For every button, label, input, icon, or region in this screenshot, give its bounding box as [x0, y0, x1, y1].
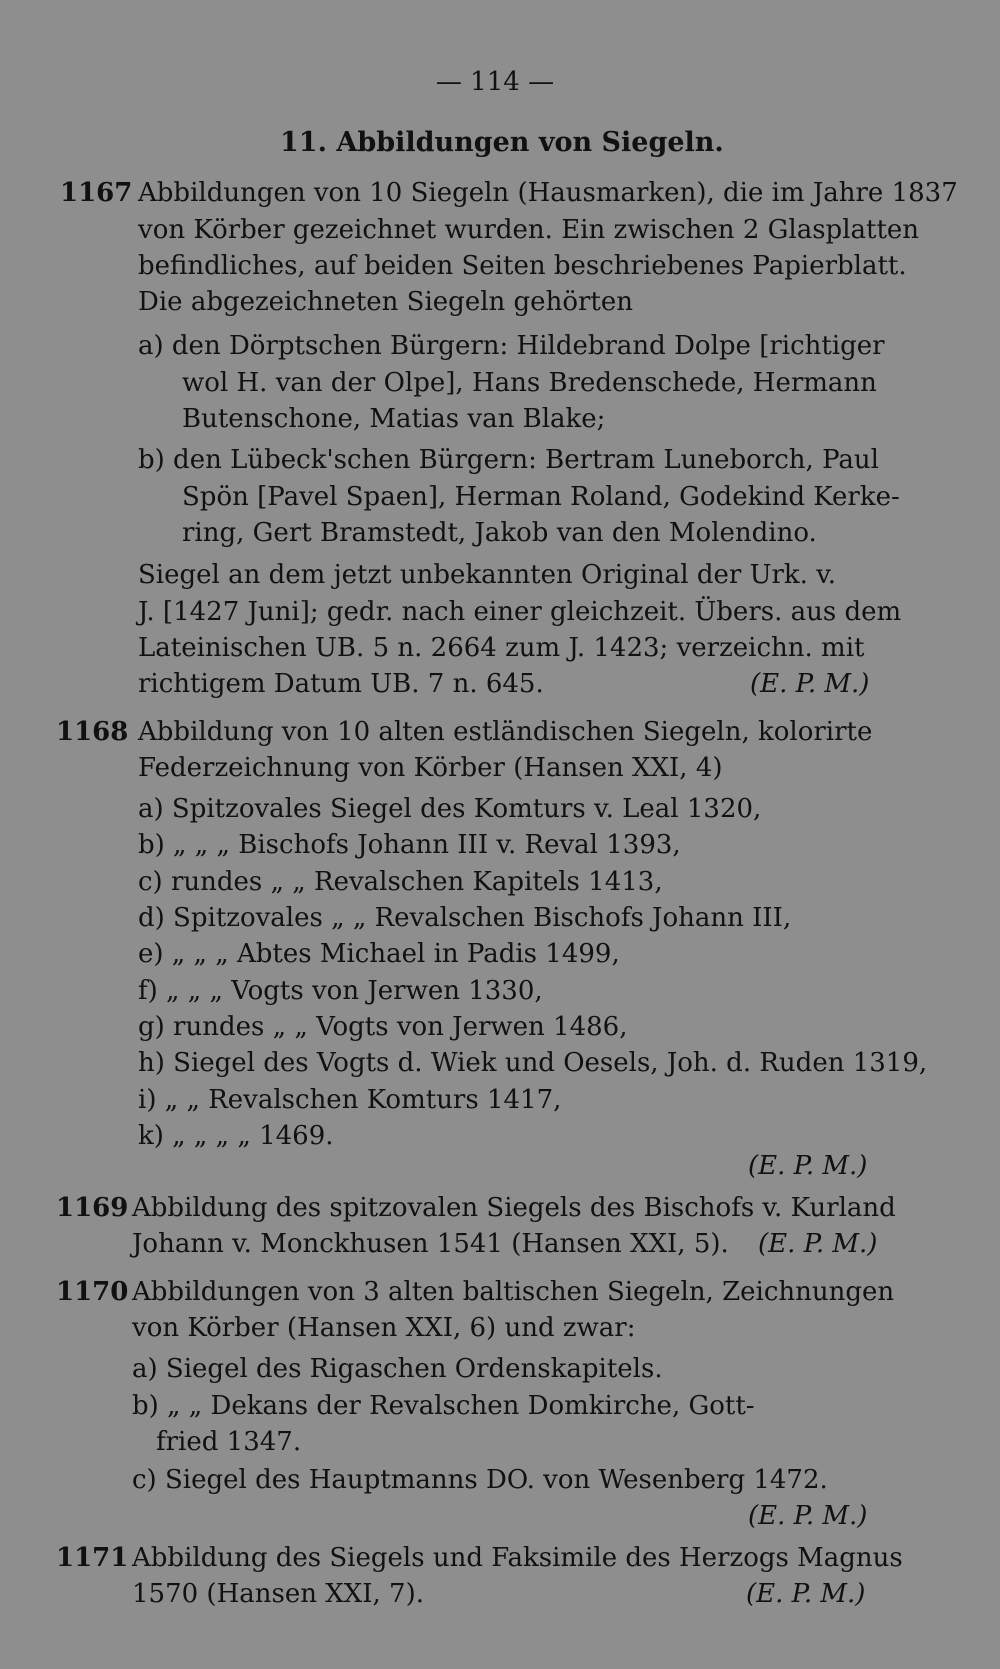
entry-line: von Körber gezeichnet wurden. Ein zwischen 2 Glasplatten [138, 215, 920, 245]
entry-line: ring, Gert Bramstedt, Jakob van den Molendino. [182, 518, 817, 548]
entry-line: i) „ „ Revalschen Komturs 1417, [138, 1085, 562, 1115]
entry-credit: (E. P. M.) [758, 1229, 878, 1259]
entry-line: c) rundes „ „ Revalschen Kapitels 1413, [138, 867, 663, 897]
entry-number: 1168 [56, 717, 129, 747]
entry-line: von Körber (Hansen XXI, 6) und zwar: [132, 1313, 636, 1343]
entry-line: b) den Lübeck'schen Bürgern: Bertram Luneborch, Paul [138, 445, 879, 475]
entry-line: b) „ „ Dekans der Revalschen Domkirche, Gott- [132, 1391, 755, 1421]
entry-line: J. [1427 Juni]; gedr. nach einer gleichzeit. Übers. aus dem [138, 597, 902, 627]
entry-line: Abbildung des Siegels und Faksimile des Herzogs Magnus [132, 1543, 903, 1573]
entry-line: wol H. van der Olpe], Hans Bredenschede, Hermann [182, 368, 877, 398]
entry-line: a) den Dörptschen Bürgern: Hildebrand Dolpe [richtiger [138, 331, 885, 361]
entry-line: k) „ „ „ „ 1469. [138, 1121, 334, 1151]
entry-number: 1169 [56, 1193, 129, 1223]
section-heading: 11. Abbildungen von Siegeln. [280, 127, 724, 158]
entry-number: 1170 [56, 1277, 129, 1307]
entry-line: e) „ „ „ Abtes Michael in Padis 1499, [138, 939, 620, 969]
entry-line: Lateinischen UB. 5 n. 2664 zum J. 1423; verzeichn. mit [138, 633, 865, 663]
entry-credit: (E. P. M.) [746, 1579, 866, 1609]
entry-line: Federzeichnung von Körber (Hansen XXI, 4) [138, 753, 723, 783]
entry-credit: (E. P. M.) [748, 1501, 868, 1531]
entry-line: d) Spitzovales „ „ Revalschen Bischofs Johann III, [138, 903, 792, 933]
entry-number: 1171 [56, 1543, 129, 1573]
entry-number: 1167 [60, 178, 133, 208]
entry-line: a) Spitzovales Siegel des Komturs v. Leal 1320, [138, 794, 762, 824]
entry-line: h) Siegel des Vogts d. Wiek und Oesels, Joh. d. Ruden 1319, [138, 1048, 928, 1078]
entry-line: 1570 (Hansen XXI, 7). [132, 1579, 425, 1609]
entry-line: Abbildungen von 10 Siegeln (Hausmarken), die im Jahre 1837 [138, 178, 958, 208]
entry-line: Die abgezeichneten Siegeln gehörten [138, 287, 633, 317]
entry-line: Abbildung von 10 alten estländischen Siegeln, kolorirte [138, 717, 873, 747]
entry-line: richtigem Datum UB. 7 n. 645. [138, 669, 544, 699]
entry-line: Johann v. Monckhusen 1541 (Hansen XXI, 5). [132, 1229, 729, 1259]
entry-line: c) Siegel des Hauptmanns DO. von Wesenberg 1472. [132, 1465, 828, 1495]
entry-line: a) Siegel des Rigaschen Ordenskapitels. [132, 1354, 663, 1384]
entry-credit: (E. P. M.) [750, 669, 870, 699]
entry-line: Siegel an dem jetzt unbekannten Original der Urk. v. [138, 560, 837, 590]
entry-line: Abbildung des spitzovalen Siegels des Bischofs v. Kurland [132, 1193, 896, 1223]
entry-line: befindliches, auf beiden Seiten beschriebenes Papierblatt. [138, 251, 907, 281]
entry-line: f) „ „ „ Vogts von Jerwen 1330, [138, 976, 543, 1006]
entry-credit: (E. P. M.) [748, 1151, 868, 1181]
entry-line: Spön [Pavel Spaen], Herman Roland, Godekind Kerke- [182, 482, 900, 512]
entry-line: Butenschone, Matias van Blake; [182, 404, 606, 434]
entry-line: g) rundes „ „ Vogts von Jerwen 1486, [138, 1012, 628, 1042]
entry-line: Abbildungen von 3 alten baltischen Siegeln, Zeichnungen [132, 1277, 895, 1307]
page-number: — 114 — [435, 67, 555, 97]
entry-line: b) „ „ „ Bischofs Johann III v. Reval 1393, [138, 830, 681, 860]
entry-line: fried 1347. [156, 1427, 302, 1457]
